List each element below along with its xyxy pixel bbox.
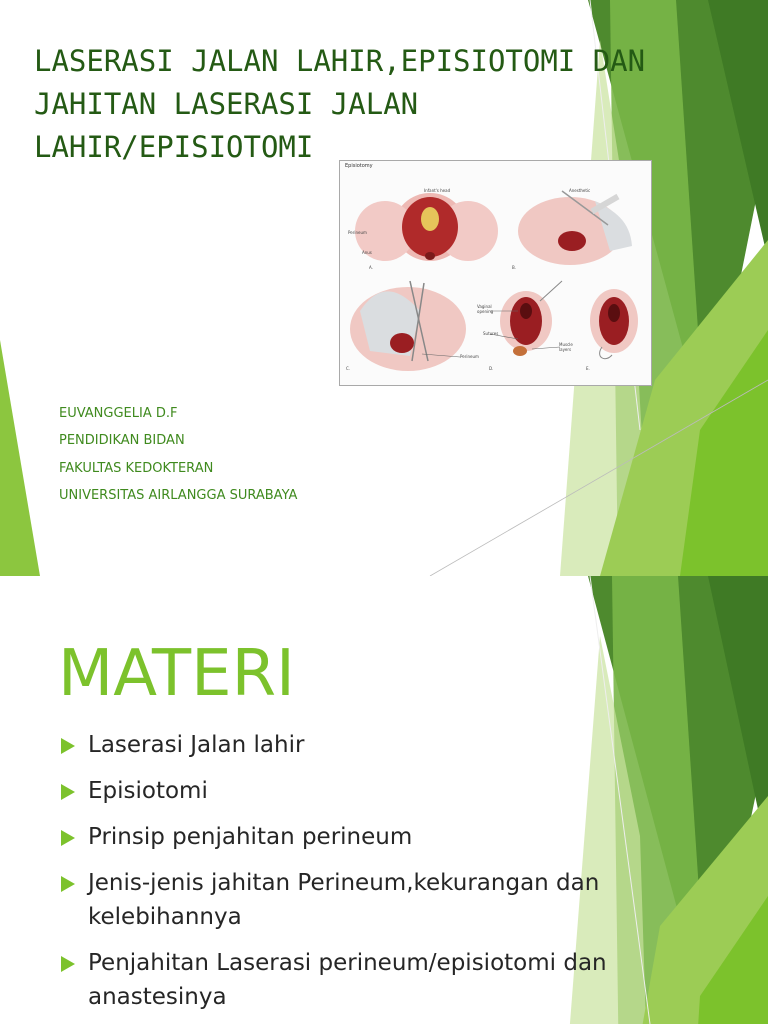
author-faculty: FAKULTAS KEDOKTERAN bbox=[59, 460, 214, 476]
list-item bbox=[60, 946, 700, 1014]
list-item bbox=[60, 728, 700, 762]
list-item-text: Episiotomi bbox=[88, 778, 208, 804]
section-title: MATERI bbox=[58, 637, 295, 711]
author-info bbox=[59, 400, 297, 509]
list-item bbox=[60, 820, 700, 854]
list-item bbox=[60, 866, 700, 934]
label-perineum-a: Perineum bbox=[348, 230, 367, 235]
label-perineum-c: Perineum bbox=[460, 354, 479, 359]
panel-label-b: B. bbox=[512, 265, 517, 270]
list-item bbox=[60, 774, 700, 808]
triangle-right-icon bbox=[61, 784, 75, 800]
label-infant-head: Infant's head bbox=[424, 188, 451, 193]
author-program: PENDIDIKAN BIDAN bbox=[59, 433, 185, 449]
label-anus: Anus bbox=[362, 250, 372, 255]
slide-2 bbox=[0, 576, 768, 1024]
figure-caption: Episiotomy bbox=[345, 163, 373, 169]
episiotomy-figure bbox=[339, 160, 652, 386]
author-name: EUVANGGELIA D.F bbox=[59, 406, 178, 421]
triangle-right-icon bbox=[61, 738, 75, 754]
label-sutures: Sutures bbox=[483, 331, 499, 336]
topic-list bbox=[60, 728, 700, 1024]
panel-label-e: E. bbox=[586, 366, 590, 371]
panel-label-d: D. bbox=[489, 366, 494, 371]
triangle-right-icon bbox=[61, 876, 75, 892]
list-item-text: Laserasi Jalan lahir bbox=[88, 732, 305, 758]
panel-label-a: A. bbox=[369, 265, 373, 270]
list-item-text: Jenis-jenis jahitan Perineum,kekurangan dan kelebihannya bbox=[88, 870, 600, 930]
label-vaginal-opening: Vaginal opening bbox=[477, 304, 494, 314]
panel-label-c: C. bbox=[346, 366, 351, 371]
episiotomy-illustration bbox=[340, 161, 653, 387]
slide-title: LASERASI JALAN LAHIR,EPISIOTOMI DAN JAHITAN LASERASI JALAN LAHIR/EPISIOTOMI bbox=[34, 44, 646, 164]
triangle-right-icon bbox=[61, 830, 75, 846]
list-item-text: Penjahitan Laserasi perineum/episiotomi dan anastesinya bbox=[88, 950, 607, 1010]
triangle-right-icon bbox=[61, 956, 75, 972]
author-university: UNIVERSITAS AIRLANGGA SURABAYA bbox=[59, 487, 298, 503]
label-anesthetic: Anesthetic bbox=[569, 188, 591, 193]
list-item-text: Prinsip penjahitan perineum bbox=[88, 824, 413, 850]
label-muscle-layers: Muscle layers bbox=[559, 342, 573, 352]
